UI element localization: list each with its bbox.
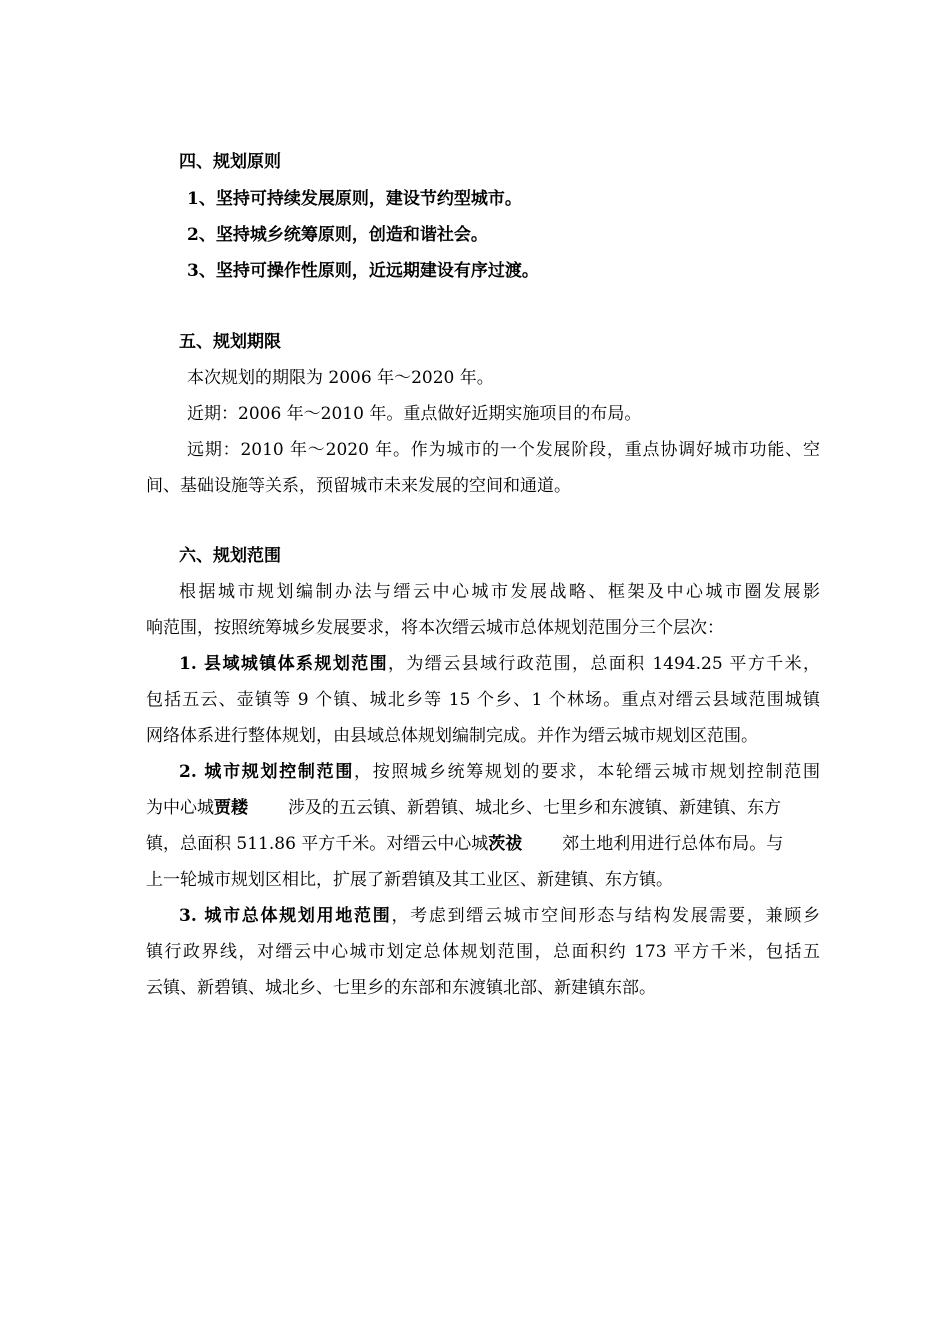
section-heading-period: 五、规划期限	[179, 332, 281, 352]
scope-item-2-line-4: 上一轮城市规划区相比，扩展了新碧镇及其工业区、新建镇、东方镇。	[146, 870, 673, 890]
scope-item-3-line-2: 镇行政界线，对缙云中心城市划定总体规划范围，总面积约 173 平方千米，包括五	[146, 942, 820, 962]
scope-item-2-line-2-text-a: 为中心城	[146, 798, 214, 818]
scope-item-3-label: 3. 城市总体规划用地范围	[179, 906, 392, 926]
garbled-mark-2: 茨祓	[488, 834, 523, 854]
scope-item-1-line-1	[179, 654, 820, 674]
scope-item-1-line-3: 网络体系进行整体规划，由县域总体规划编制完成。并作为缙云城市规划区范围。	[146, 726, 758, 746]
scope-item-2-line-2	[146, 798, 781, 818]
scope-item-1-line-2: 包括五云、壶镇等 9 个镇、城北乡等 15 个乡、1 个林场。重点对缙云县域范围城镇	[146, 690, 820, 710]
period-paragraph-1: 本次规划的期限为 2006 年～2020 年。	[187, 368, 494, 388]
scope-item-3-line-3: 云镇、新碧镇、城北乡、七里乡的东部和东渡镇北部、新建镇东部。	[146, 978, 656, 998]
garbled-mark-1: 贾耧	[214, 798, 248, 818]
period-paragraph-near: 近期：2006 年～2010 年。重点做好近期实施项目的布局。	[187, 404, 642, 424]
section-heading-scope: 六、规划范围	[179, 546, 281, 566]
scope-item-2-label: 2. 城市规划控制范围	[179, 762, 355, 782]
scope-item-1-label: 1. 县域城镇体系规划范围	[179, 654, 389, 674]
scope-item-2-line-2-text-b: 涉及的五云镇、新碧镇、城北乡、七里乡和东渡镇、新建镇、东方	[288, 798, 781, 818]
scope-item-2-line-1	[179, 762, 820, 782]
scope-item-1-text: ，为缙云县域行政范围，总面积 1494.25 平方千米，	[388, 654, 821, 674]
period-paragraph-far-line-2: 间、基础设施等关系，预留城市未来发展的空间和通道。	[146, 476, 571, 496]
principle-item-3: 3、坚持可操作性原则，近远期建设有序过渡。	[187, 261, 539, 281]
section-heading-principles: 四、规划原则	[179, 152, 281, 172]
scope-intro-line-2: 响范围，按照统筹城乡发展要求，将本次缙云城市总体规划范围分三个层次：	[146, 618, 724, 638]
period-paragraph-far-line-1: 远期：2010 年～2020 年。作为城市的一个发展阶段，重点协调好城市功能、空	[187, 440, 820, 460]
scope-item-2-line-3	[146, 834, 783, 854]
scope-intro-line-1: 根据城市规划编制办法与缙云中心城市发展战略、框架及中心城市圈发展影	[179, 582, 820, 602]
scope-item-2-line-3-text-a: 镇，总面积 511.86 平方千米。对缙云中心城	[146, 834, 489, 854]
scope-item-2-line-3-text-b: 郊土地利用进行总体布局。与	[562, 834, 784, 854]
scope-item-3-text: ，考虑到缙云城市空间形态与结构发展需要，兼顾乡	[391, 906, 821, 926]
scope-item-2-text: ，按照城乡统筹规划的要求，本轮缙云城市规划控制范围	[354, 762, 820, 782]
scope-item-3-line-1	[179, 906, 820, 926]
principle-item-1: 1、坚持可持续发展原则，建设节约型城市。	[187, 189, 522, 209]
principle-item-2: 2、坚持城乡统筹原则，创造和谐社会。	[187, 225, 488, 245]
